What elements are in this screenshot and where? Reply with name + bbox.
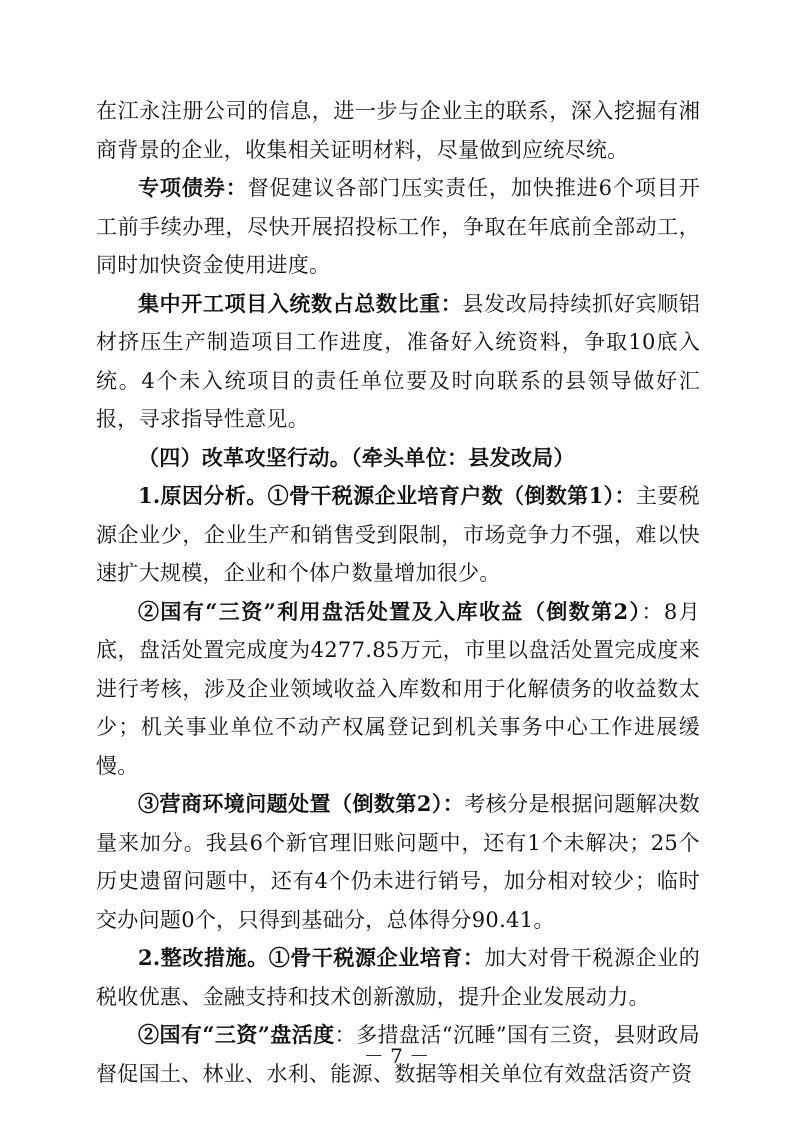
section-heading-text: （四）改革攻坚行动。（牵头单位：县发改局）: [138, 444, 575, 470]
paragraph-concentrated-projects: [96, 285, 700, 439]
paragraph-lead: 集中开工项目入统数占总数比重：: [138, 290, 463, 316]
paragraph-text: 加大对骨干税源企业的税收优惠、金融支持和技术创新激励，提升企业发展动力。: [96, 946, 700, 1009]
paragraph-lead: 专项债券：: [138, 175, 248, 200]
paragraph-lead: 1.原因分析。①骨干税源企业培育户数（倒数第1）：: [138, 483, 636, 508]
document-body: [96, 92, 700, 1093]
paragraph-cause-analysis: [96, 477, 700, 593]
paragraph-text: 督促建议各部门压实责任，加快推进6个项目开工前手续办理，尽快开展招投标工作，争取在年底前全部动工，同时加快资金使用进度。: [96, 176, 700, 277]
paragraph-text: 在江永注册公司的信息，进一步与企业主的联系，深入挖掘有湘商背景的企业，收集相关证明材料，尽量做到应统尽统。: [96, 99, 700, 162]
paragraph-lead: ③营商环境问题处置（倒数第2）：: [138, 791, 465, 816]
paragraph-text: ：多措盘活“沉睡”国有三资，县财政局督促国土、林业、水利、能源、数据等相关单位有效盘活资产资: [96, 1023, 700, 1086]
paragraph-business-environment: [96, 785, 700, 939]
paragraph-special-bonds: [96, 169, 700, 285]
paragraph-lead: ②国有“三资”利用盘活处置及入库收益（倒数第2）: [138, 598, 642, 624]
paragraph-text: 考核分是根据问题解决数量来加分。我县6个新官理旧账问题中，还有1个未解决；25个历史遗留问题中，还有4个仍未进行销号，加分相对较少；临时交办问题0个，只得到基础分，总体得分90.41。: [96, 792, 700, 932]
paragraph-text: 主要税源企业少，企业生产和销售受到限制，市场竞争力不强，难以快速扩大规模，企业和个体户数量增加很少。: [96, 484, 700, 585]
paragraph-lead: ②国有“三资”盘活度: [138, 1022, 335, 1047]
paragraph-text: ：8月底，盘活处置完成度为4277.85万元，市里以盘活处置完成度来进行考核，涉及企业领域收益入库数和用于化解债务的收益数太少；机关事业单位不动产权属登记到机关事务中心工作进展缓慢。: [96, 599, 700, 778]
paragraph-rectification: [96, 939, 700, 1016]
page-number: － 7 －: [363, 1044, 430, 1068]
paragraph-text: 县发改局持续抓好宾顺铝材挤压生产制造项目工作进度，准备好入统资料，争取10底入统。4个未入统项目的责任单位要及时向联系的县领导做好汇报，寻求指导性意见。: [96, 291, 700, 431]
section-heading-reform: [96, 439, 700, 478]
paragraph-lead: 2.整改措施。①骨干税源企业培育：: [138, 945, 485, 970]
paragraph-state-assets: [96, 593, 700, 786]
paragraph-continued: [96, 92, 700, 169]
